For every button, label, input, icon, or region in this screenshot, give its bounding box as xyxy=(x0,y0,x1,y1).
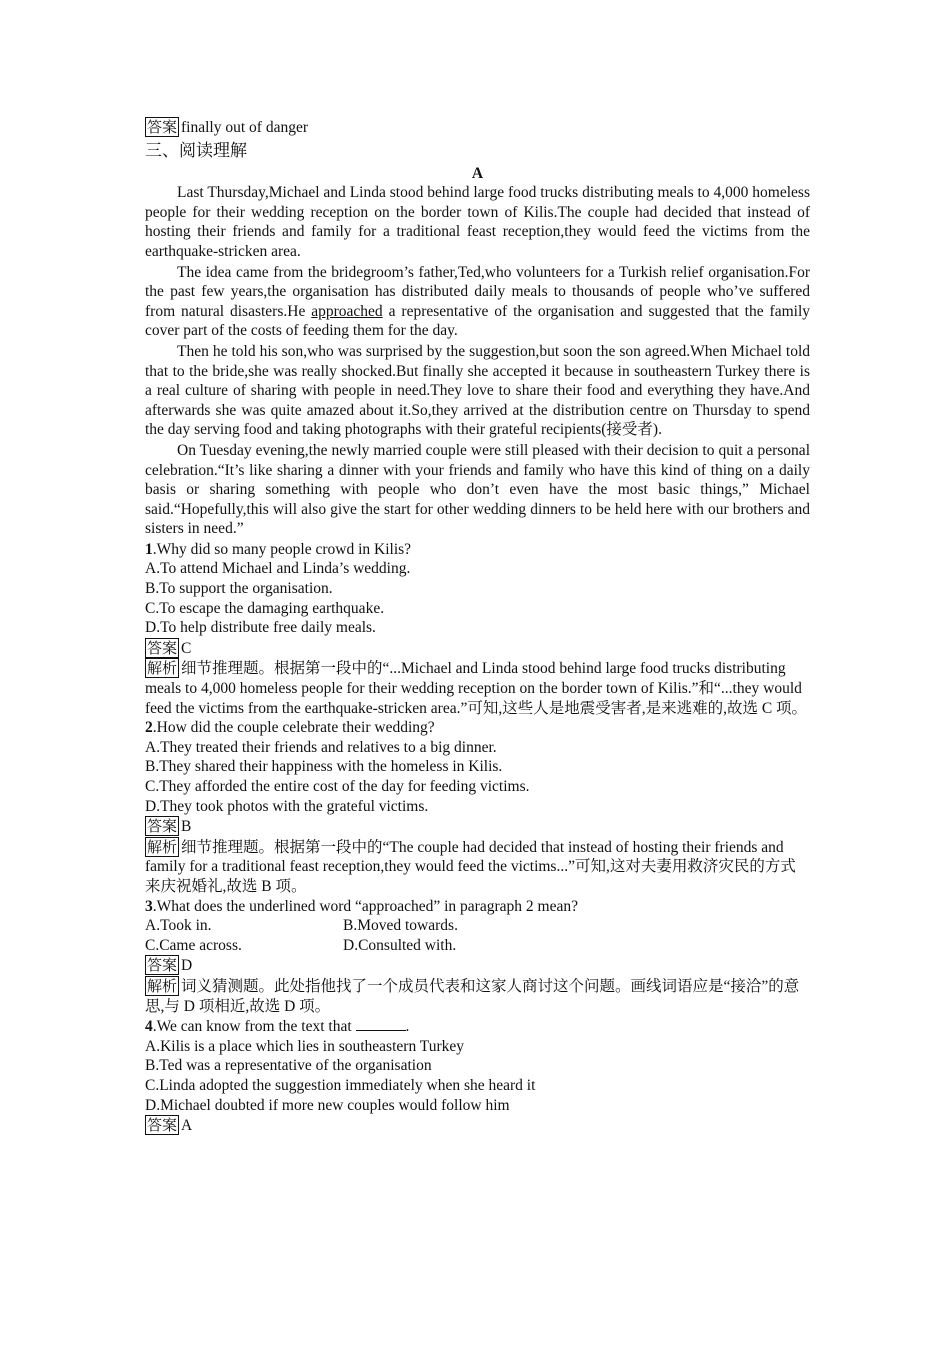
question-number: 4 xyxy=(145,1018,153,1036)
paragraph-2-text-after: a representative of the organisation and suggested that the family cover part of the costs of feeding them for the day. xyxy=(145,302,810,340)
passage-paragraph-3: Then he told his son,who was surprised by the suggestion,but soon the son agreed.When Michael told that to the bride,she was really shocked.But finally she accepted it because in southeastern Turkey there is a real culture of sharing with people in need.They love to share their food and everything they have.And afterwards she was quite amazed about it.So,they arrived at the distribution centre on Thursday to spend the day serving food and taking photographs with their grateful recipients(接受者). xyxy=(145,342,810,439)
document-page xyxy=(145,117,810,1136)
passage-paragraph-1: Last Thursday,Michael and Linda stood behind large food trucks distributing meals to 4,000 homeless people for their wedding reception on the border town of Kilis.The couple had decided that instead of hosting their friends and family for a traditional feast reception,they would feed the victims from the earthquake-stricken area. xyxy=(145,184,810,260)
option-b: B.Ted was a representative of the organisation xyxy=(145,1057,432,1075)
answer-label-box: 答案 xyxy=(147,956,178,975)
question-stem-end: . xyxy=(405,1018,410,1036)
question-2 xyxy=(145,718,810,896)
previous-answer-text: finally out of danger xyxy=(181,119,308,136)
question-text: .We can know from the text that xyxy=(152,1018,352,1036)
analysis-line xyxy=(145,976,810,1016)
analysis-text: 细节推理题。根据第一段中的“The couple had decided that instead of hosting their friends and family for a traditional feast reception,they would feed the victims...”可知,这对夫妻用救济灾民的方式来庆祝婚礼,故选 B 项。 xyxy=(145,838,796,895)
analysis-label-box: 解析 xyxy=(147,837,178,856)
option-c: C.To escape the damaging earthquake. xyxy=(145,599,385,617)
section-title: 三、阅读理解 xyxy=(145,140,247,161)
options-row-2 xyxy=(145,936,810,956)
answer-value: C xyxy=(181,639,192,657)
option-d: D.Consulted with. xyxy=(343,936,457,954)
answer-label-box: 答案 xyxy=(147,638,178,657)
option-d: D.They took photos with the grateful victims. xyxy=(145,797,429,815)
option-b: B.To support the organisation. xyxy=(145,580,333,598)
option-a: A.They treated their friends and relatives to a big dinner. xyxy=(145,738,497,756)
analysis-line xyxy=(145,837,810,897)
question-stem xyxy=(145,540,810,560)
passage-paragraph-2 xyxy=(145,263,810,341)
answer-line xyxy=(145,638,810,659)
underlined-word: approached xyxy=(311,302,383,320)
question-stem xyxy=(145,897,810,917)
analysis-text: 细节推理题。根据第一段中的“...Michael and Linda stood behind large food trucks distributing meals to 4,000 homeless people for their wedding reception on the border town of Kilis.”和“...they would feed the victims from the earthquake-stricken area.”可知,这些人是地震受害者,是来逃难的,故选 C 项。 xyxy=(145,660,808,717)
option-a: A.Kilis is a place which lies in southeastern Turkey xyxy=(145,1037,464,1055)
previous-answer xyxy=(145,117,810,138)
option-a: A.Took in. xyxy=(145,917,212,935)
option-c: C.They afforded the entire cost of the day for feeding victims. xyxy=(145,778,530,795)
question-text: .Why did so many people crowd in Kilis? xyxy=(152,540,412,558)
answer-value: A xyxy=(181,1117,193,1135)
option-b: B.Moved towards. xyxy=(343,917,458,935)
question-stem xyxy=(145,1016,810,1037)
question-text: .What does the underlined word “approached” in paragraph 2 mean? xyxy=(152,897,578,915)
fill-blank xyxy=(356,1016,406,1031)
option-d: D.Michael doubted if more new couples would follow him xyxy=(145,1096,510,1114)
answer-label-box: 答案 xyxy=(147,1116,178,1135)
answer-value: B xyxy=(181,818,192,836)
question-stem xyxy=(145,718,810,738)
answer-line xyxy=(145,1115,810,1136)
analysis-label-box: 解析 xyxy=(147,659,178,678)
paragraph-2-text-before: The idea came from the bridegroom’s father,Ted,who volunteers for a Turkish relief organisation.For the past few years,the organisation has distributed daily meals to thousands of people who’ve suffered from natural disasters.He xyxy=(145,263,810,320)
option-c: C.Linda adopted the suggestion immediately when she heard it xyxy=(145,1076,536,1094)
option-b: B.They shared their happiness with the homeless in Kilis. xyxy=(145,758,503,776)
answer-line xyxy=(145,955,810,976)
question-4 xyxy=(145,1016,810,1136)
option-a: A.To attend Michael and Linda’s wedding. xyxy=(145,560,411,578)
question-3 xyxy=(145,897,810,1017)
option-c: C.Came across. xyxy=(145,936,242,954)
question-number: 2 xyxy=(145,719,153,737)
analysis-text: 词义猜测题。此处指他找了一个成员代表和这家人商讨这个问题。画线词语应是“接洽”的意思,与 D 项相近,故选 D 项。 xyxy=(145,977,800,1015)
question-number: 1 xyxy=(145,540,153,558)
answer-label-box: 答案 xyxy=(147,817,178,836)
analysis-label-box: 解析 xyxy=(147,976,178,995)
answer-line xyxy=(145,816,810,837)
option-d: D.To help distribute free daily meals. xyxy=(145,619,376,637)
analysis-line xyxy=(145,658,810,718)
question-text: .How did the couple celebrate their wedding? xyxy=(152,719,435,737)
answer-value: D xyxy=(181,957,193,975)
answer-label-box: 答案 xyxy=(147,118,178,136)
options-row-1 xyxy=(145,916,810,936)
question-number: 3 xyxy=(145,897,153,915)
passage-paragraph-4: On Tuesday evening,the newly married couple were still pleased with their decision to quit a personal celebration.“It’s like sharing a dinner with your friends and family who have this kind of thing on a daily basis or sharing something with people who don’t even have the most basic things,” Michael said.“Hopefully,this will also give the start for other wedding dinners to be held here with our brothers and sisters in need.” xyxy=(145,441,810,538)
passage-letter: A xyxy=(471,164,484,182)
question-1 xyxy=(145,540,810,718)
